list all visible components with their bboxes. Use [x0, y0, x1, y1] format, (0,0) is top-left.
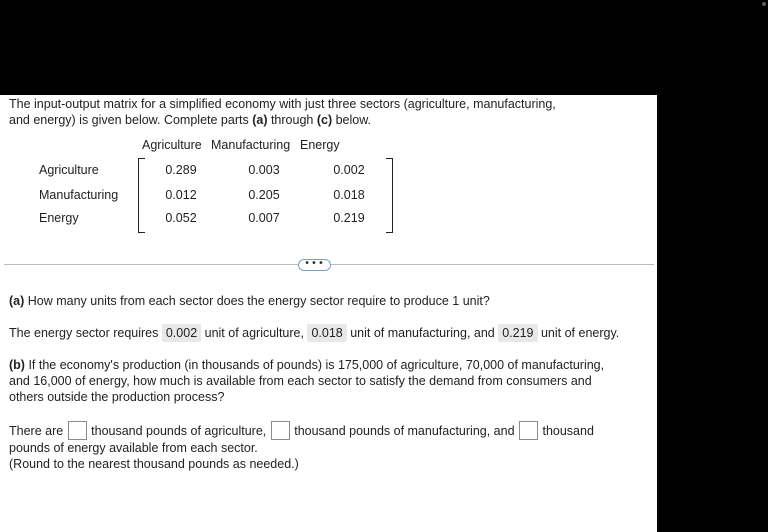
part-a-answer-text: unit of agriculture, — [201, 326, 308, 340]
answer-energy-value: 0.219 — [498, 324, 537, 342]
window-dot — [762, 2, 766, 6]
matrix-cell: 0.002 — [333, 163, 365, 177]
row-label-energy: Energy — [39, 211, 79, 225]
rounding-note: (Round to the nearest thousand pounds as needed.) — [9, 457, 299, 471]
part-b-question-line-3: others outside the production process? — [9, 390, 225, 404]
part-b-answer — [9, 421, 649, 472]
matrix-cell: 0.018 — [333, 188, 365, 202]
intro-line-1: The input-output matrix for a simplified economy with just three sectors (agriculture, manufacturing, — [9, 97, 556, 111]
matrix-right-bracket — [386, 158, 393, 233]
part-b-question — [9, 357, 649, 405]
part-b-answer-text: There are — [9, 424, 67, 438]
expand-ellipsis-button[interactable]: ••• — [298, 259, 331, 271]
part-b-label: (b) — [9, 358, 25, 372]
manufacturing-answer-input[interactable] — [271, 421, 290, 440]
matrix-cell: 0.007 — [248, 211, 280, 225]
answer-manufacturing-value: 0.018 — [307, 324, 346, 342]
matrix-cell: 0.205 — [248, 188, 280, 202]
part-c-ref: (c) — [316, 113, 333, 127]
col-header-energy: Energy — [300, 138, 340, 152]
matrix-cell: 0.289 — [165, 163, 197, 177]
part-a-ref: (a) — [252, 113, 268, 127]
row-label-agriculture: Agriculture — [39, 163, 99, 177]
matrix-cell: 0.219 — [333, 211, 365, 225]
col-header-agriculture: Agriculture — [142, 138, 202, 152]
agriculture-answer-input[interactable] — [68, 421, 87, 440]
question-panel — [0, 95, 657, 532]
part-a-answer — [9, 324, 649, 342]
problem-intro — [9, 96, 649, 128]
part-a-answer-text: unit of manufacturing, and — [346, 326, 499, 340]
part-a-answer-text: The energy sector requires — [9, 326, 162, 340]
intro-line-2: and energy) is given below. Complete parts — [9, 113, 253, 127]
matrix-left-bracket — [138, 158, 145, 233]
part-a-label: (a) — [9, 294, 25, 308]
row-label-manufacturing: Manufacturing — [39, 188, 119, 202]
col-header-manufacturing: Manufacturing — [211, 138, 291, 152]
part-b-answer-line-2: pounds of energy available from each sector. — [9, 441, 258, 455]
part-a-answer-text: unit of energy. — [537, 326, 620, 340]
part-b-answer-text: thousand — [539, 424, 594, 438]
matrix-cell: 0.012 — [165, 188, 197, 202]
answer-agriculture-value: 0.002 — [162, 324, 201, 342]
part-b-answer-text: thousand pounds of agriculture, — [87, 424, 270, 438]
part-a-question-text: How many units from each sector does the energy sector require to produce 1 unit? — [24, 294, 490, 308]
part-b-question-line-1: If the economy's production (in thousands of pounds) is 175,000 of agriculture, 70,000 of manufacturing, — [24, 358, 605, 372]
matrix-cell: 0.052 — [165, 211, 197, 225]
matrix-cell: 0.003 — [248, 163, 280, 177]
part-b-question-line-2: and 16,000 of energy, how much is available from each sector to satisfy the demand from consumers and — [9, 374, 592, 388]
intro-line-2-mid: through — [267, 113, 317, 127]
energy-answer-input[interactable] — [519, 421, 538, 440]
part-b-answer-text: thousand pounds of manufacturing, and — [290, 424, 518, 438]
part-a-question — [9, 293, 649, 309]
intro-line-2-end: below. — [332, 113, 372, 127]
